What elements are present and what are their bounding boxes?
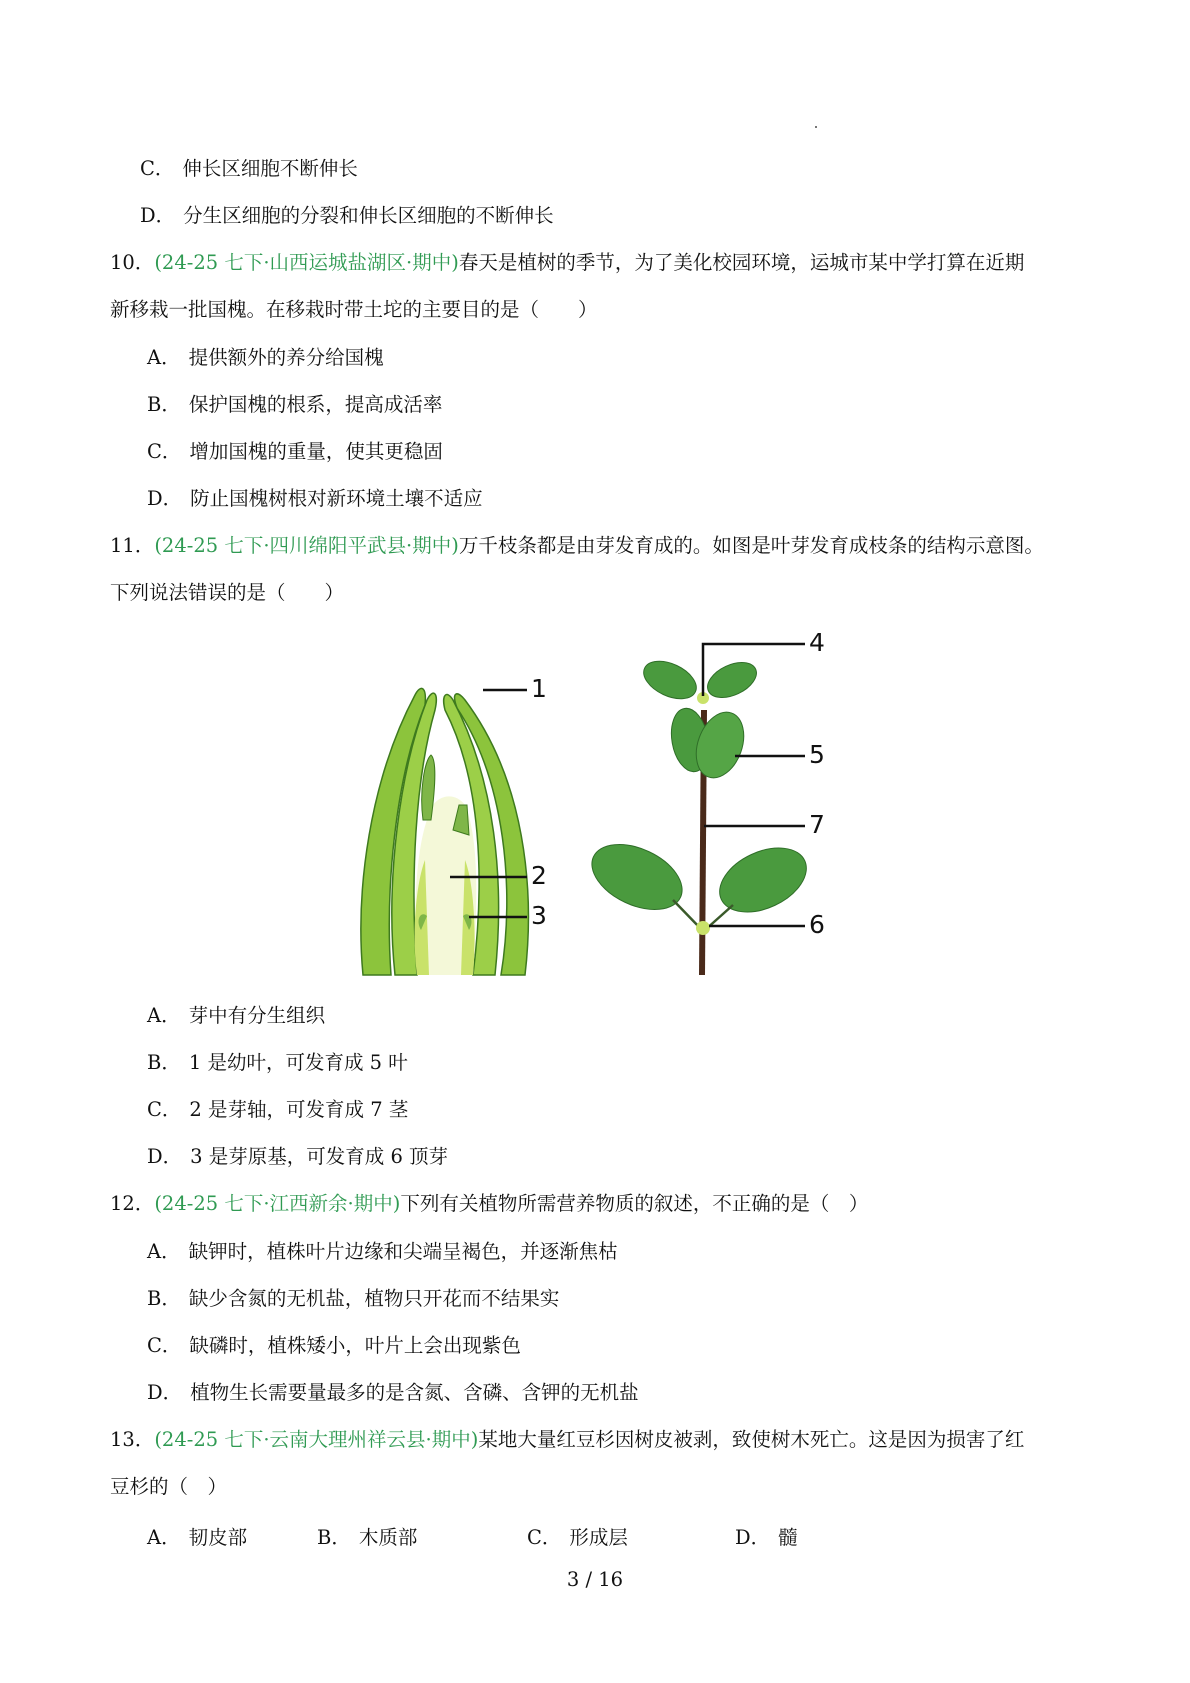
option-text: 提供额外的养分给国槐 (188, 346, 384, 369)
option-text: 3 是芽原基，可发育成 6 顶芽 (190, 1145, 449, 1168)
question-number: 13． (110, 1428, 155, 1451)
label-5: 5 (809, 740, 825, 769)
q12-option-b[interactable] (147, 1287, 559, 1311)
option-label: D． (147, 1145, 183, 1168)
question-number: 10． (110, 251, 155, 274)
diagram-svg (355, 630, 915, 980)
option-label: C． (527, 1526, 562, 1549)
label-3: 3 (531, 901, 547, 930)
page-number: 3 / 16 (566, 1568, 624, 1591)
label-1: 1 (531, 674, 547, 703)
q10-option-a[interactable] (147, 346, 384, 370)
option-text: 保护国槐的根系，提高成活率 (188, 393, 443, 416)
option-label: A． (147, 346, 181, 369)
q12-option-d[interactable] (147, 1381, 639, 1405)
option-text: 分生区细胞的分裂和伸长区细胞的不断伸长 (183, 204, 554, 227)
option-text: 防止国槐树根对新环境土壤不适应 (190, 487, 483, 510)
option-text: 韧皮部 (188, 1526, 248, 1549)
option-label: A． (147, 1240, 181, 1263)
q10-option-b[interactable] (147, 393, 442, 417)
option-text: 1 是幼叶，可发育成 5 叶 (188, 1051, 408, 1074)
question-stem: 某地大量红豆杉因树皮被剥，致使树木死亡。这是因为损害了红 (478, 1428, 1025, 1451)
option-text: 缺少含氮的无机盐，植物只开花而不结果实 (188, 1287, 560, 1310)
option-label: B． (147, 393, 181, 416)
q11-option-a[interactable] (147, 1004, 325, 1028)
option-text: 芽中有分生组织 (188, 1004, 326, 1027)
question-stem: 豆杉的（ ） (110, 1475, 228, 1498)
option-label: B． (147, 1051, 181, 1074)
option-text: 2 是芽轴，可发育成 7 茎 (189, 1098, 409, 1121)
option-label: C． (147, 1334, 182, 1357)
question-10-stem (110, 251, 1024, 275)
option-label: A． (147, 1526, 181, 1549)
option-text: 缺钾时，植株叶片边缘和尖端呈褐色，并逐渐焦枯 (188, 1240, 618, 1263)
question-stem: 新移栽一批国槐。在移栽时带土坨的主要目的是（ ） (110, 298, 598, 321)
question-10-stem-cont (110, 298, 598, 322)
q12-option-a[interactable] (147, 1240, 618, 1264)
question-stem: 下列有关植物所需营养物质的叙述，不正确的是（ ） (400, 1192, 869, 1215)
option-text: 伸长区细胞不断伸长 (182, 157, 358, 180)
q11-option-d[interactable] (147, 1145, 448, 1169)
option-text: 木质部 (358, 1526, 418, 1549)
stray-dot (815, 126, 817, 128)
option-label: D． (147, 1381, 183, 1404)
option-text: 增加国槐的重量，使其更稳固 (189, 440, 443, 463)
branch-illustration (582, 644, 817, 975)
option-label: A． (147, 1004, 181, 1027)
question-source: (24-25 七下·四川绵阳平武县·期中) (154, 534, 459, 557)
question-stem: 万千枝条都是由芽发育成的。如图是叶芽发育成枝条的结构示意图。 (458, 534, 1044, 557)
question-source: (24-25 七下·云南大理州祥云县·期中) (154, 1428, 479, 1451)
label-7: 7 (809, 810, 825, 839)
option-text: 髓 (778, 1526, 798, 1549)
bud-branch-diagram (355, 630, 915, 980)
question-13-stem-cont (110, 1475, 227, 1499)
question-12-stem (110, 1192, 868, 1216)
q13-option-c[interactable] (527, 1522, 628, 1550)
q11-option-b[interactable] (147, 1051, 408, 1075)
prev-option-d[interactable] (140, 204, 554, 228)
label-4: 4 (809, 628, 825, 657)
option-label: B． (147, 1287, 181, 1310)
option-text: 缺磷时，植株矮小，叶片上会出现紫色 (189, 1334, 521, 1357)
option-label: C． (147, 1098, 182, 1121)
question-number: 12． (110, 1192, 155, 1215)
option-label: D． (735, 1526, 771, 1549)
prev-option-c[interactable] (140, 157, 358, 181)
question-stem: 春天是植树的季节，为了美化校园环境，运城市某中学打算在近期 (458, 251, 1025, 274)
question-number: 11． (110, 534, 155, 557)
option-text: 形成层 (569, 1526, 628, 1549)
option-label: D． (140, 204, 176, 227)
option-label: C． (140, 157, 175, 180)
bud-section-illustration (361, 688, 528, 975)
q13-option-d[interactable] (735, 1522, 798, 1550)
q10-option-d[interactable] (147, 487, 483, 511)
option-label: C． (147, 440, 182, 463)
q13-option-b[interactable] (317, 1522, 417, 1550)
question-11-stem (110, 534, 1044, 558)
option-label: B． (317, 1526, 351, 1549)
question-source: (24-25 七下·山西运城盐湖区·期中) (154, 251, 459, 274)
q10-option-c[interactable] (147, 440, 443, 464)
option-text: 植物生长需要量最多的是含氮、含磷、含钾的无机盐 (190, 1381, 639, 1404)
q11-option-c[interactable] (147, 1098, 408, 1122)
option-label: D． (147, 487, 183, 510)
question-11-stem-cont (110, 581, 344, 605)
question-13-stem (110, 1428, 1024, 1452)
label-2: 2 (531, 861, 547, 890)
question-stem: 下列说法错误的是（ ） (110, 581, 345, 604)
question-source: (24-25 七下·江西新余·期中) (154, 1192, 401, 1215)
q13-option-a[interactable] (147, 1522, 247, 1550)
q12-option-c[interactable] (147, 1334, 521, 1358)
label-6: 6 (809, 910, 825, 939)
